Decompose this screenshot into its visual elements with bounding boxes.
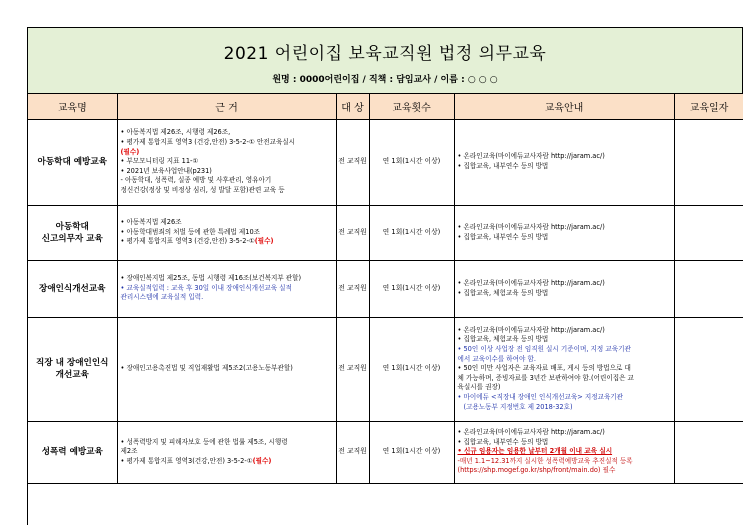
course-info — [454, 119, 674, 205]
basis-line: • 성폭력방지 및 피해자보호 등에 관한 법률 제5조, 시행령 — [120, 437, 288, 446]
basis-line: • 부모모니터링 지표 11-① — [120, 157, 199, 166]
info-line: • 집합교육, 체험교육 등의 방법 — [457, 288, 549, 297]
basis-line: 정신건강(정상 및 비정상 심리, 성 발달 포함)관련 교육 등 — [120, 185, 285, 194]
basis-line: - 아동학대, 성폭력, 실종 예방 및 사후관리, 영유아기 — [120, 176, 272, 185]
basis-line: • 아동복지법 제26조, 시행령 제26조, — [120, 128, 231, 137]
course-name — [28, 317, 117, 421]
column-header-basis: 근 거 — [117, 94, 336, 119]
course-basis — [117, 260, 336, 317]
education-sheet — [27, 27, 743, 525]
basis-line: • 2021년 보육사업안내(p231) — [120, 166, 212, 175]
basis-line: • 아동학대범죄의 처벌 등에 관한 특례법 제10조 — [120, 227, 261, 236]
column-header-date: 교육일자 — [674, 94, 743, 119]
course-count: 연 1회(1시간 이상) — [369, 205, 454, 260]
course-target: 전 교직원 — [336, 421, 369, 483]
basis-text: • 평가제 통합지표 영역3(건강,안전) 3-5-2-① — [120, 456, 253, 465]
course-date-cell[interactable] — [674, 205, 743, 260]
course-info — [454, 205, 674, 260]
course-name — [28, 205, 117, 260]
info-line: • 온라인교육(마이에듀교사자람 http://jaram.ac/) — [457, 222, 605, 231]
table-header-row — [28, 94, 743, 119]
basis-line: 관리시스템에 교육실적 입력. — [120, 293, 204, 302]
required-mark: (필수) — [252, 456, 272, 465]
basis-line: • 장애인복지법 제25조, 동법 시행령 제16조(보건복지부 관할) — [120, 274, 302, 283]
course-info — [454, 260, 674, 317]
course-name-line: 직장 내 장애인인식 — [36, 358, 109, 368]
course-name-line: 개선교육 — [55, 370, 89, 380]
course-basis — [117, 119, 336, 205]
basis-line: • 평가제 통합지표 영역3 (건강,안전) 3-5-2-① 안전교육실시 — [120, 138, 296, 147]
info-link[interactable]: (https://shp.mogef.go.kr/shp/front/main.do) 필수 — [457, 466, 616, 475]
course-basis — [117, 421, 336, 483]
info-line: 체 가능하며, 증빙자료를 3년간 보관하여야 함.(어린이집은 교 — [457, 373, 634, 382]
page-title: 2021 어린이집 보육교직원 법정 의무교육 — [223, 44, 547, 64]
column-header-name: 교육명 — [28, 94, 117, 119]
info-line: • 온라인교육(마이에듀교사자람 http://jaram.ac/) — [457, 278, 605, 287]
basis-line: • 교육실적입력 : 교육 후 30일 이내 장애인식개선교육 실적 — [120, 283, 292, 292]
info-line: (고용노동부 지정번호 제 2018-32호) — [463, 402, 573, 411]
table-row — [28, 205, 743, 260]
info-line: • 신규 임용자는 임용한 날부터 2개월 이내 교육 실시 — [457, 447, 613, 456]
course-info — [454, 421, 674, 483]
info-line: 육실시를 권장) — [457, 383, 501, 392]
course-name: 성폭력 예방교육 — [28, 421, 117, 483]
info-line: • 온라인교육(마이에듀교사자람 http://jaram.ac/) — [457, 428, 605, 437]
basis-line: • 장애인고용촉진법 및 직업재활법 제5조2(고용노동부관할) — [120, 364, 293, 373]
course-basis — [117, 205, 336, 260]
course-date-cell[interactable] — [674, 260, 743, 317]
basis-line: • 아동복지법 제26조 — [120, 218, 182, 227]
basis-line — [121, 237, 333, 247]
table-row — [28, 119, 743, 205]
required-mark: (필수) — [120, 147, 140, 156]
course-name: 장애인식개선교육 — [28, 260, 117, 317]
info-line: • 50인 이상 사업장 전 임직원 실시 기준이며, 지정 교육기관 — [457, 345, 631, 354]
sheet-header — [28, 28, 743, 94]
course-date-cell[interactable] — [674, 421, 743, 483]
info-line: • 50인 미만 사업자은 교육자료 배포, 게시 등의 방법으로 대 — [457, 364, 631, 373]
course-info — [454, 317, 674, 421]
course-name-line: 아동학대 — [55, 221, 89, 232]
info-line: 에서 교육이수를 하여야 함. — [457, 354, 536, 363]
course-target: 전 교직원 — [336, 119, 369, 205]
page-subtitle: 원명 : 0000어린이집 / 직책 : 담임교사 / 이름 : ○ ○ ○ — [272, 75, 498, 85]
required-mark: (필수) — [254, 237, 274, 246]
column-header-count: 교육횟수 — [369, 94, 454, 119]
course-count: 연 1회(1시간 이상) — [369, 421, 454, 483]
course-date-cell[interactable] — [674, 119, 743, 205]
basis-text: • 평가제 통합지표 영역3 (건강,안전) 3-5-2-① — [120, 237, 255, 246]
info-line: • 온라인교육(마이에듀교사자람 http://jaram.ac/) — [457, 152, 605, 161]
education-table — [28, 94, 743, 484]
table-row — [28, 260, 743, 317]
info-line: • 온라인교육(마이에듀교사자람 http://jaram.ac/) — [457, 325, 605, 334]
basis-line: 제2조 — [120, 447, 138, 456]
column-header-target: 대 상 — [336, 94, 369, 119]
course-count: 연 1회(1시간 이상) — [369, 260, 454, 317]
info-line: • 집합교육, 체험교육 등의 방법 — [457, 335, 549, 344]
course-count: 연 1회(1시간 이상) — [369, 119, 454, 205]
course-target: 전 교직원 — [336, 317, 369, 421]
info-line: • 마이에듀 <직장내 장애인 인식개선교육> 지정교육기관 — [457, 392, 624, 401]
table-row — [28, 421, 743, 483]
column-header-info: 교육안내 — [454, 94, 674, 119]
info-line: • 집합교육, 내부연수 등의 방법 — [457, 437, 549, 446]
course-name: 아동학대 예방교육 — [28, 119, 117, 205]
table-row — [28, 317, 743, 421]
basis-line — [121, 457, 333, 467]
course-target: 전 교직원 — [336, 205, 369, 260]
course-basis — [117, 317, 336, 421]
info-line: • 집합교육, 내부연수 등의 방법 — [457, 162, 549, 170]
course-count: 연 1회(1시간 이상) — [369, 317, 454, 421]
course-date-cell[interactable] — [674, 317, 743, 421]
info-line: • 집합교육, 내부연수 등의 방법 — [457, 232, 549, 241]
course-name-line: 신고의무자 교육 — [41, 233, 103, 244]
info-line: -매년 1.1~12.31까지 실시한 성폭력예방교육 추진실적 등록 — [457, 456, 633, 465]
course-target: 전 교직원 — [336, 260, 369, 317]
